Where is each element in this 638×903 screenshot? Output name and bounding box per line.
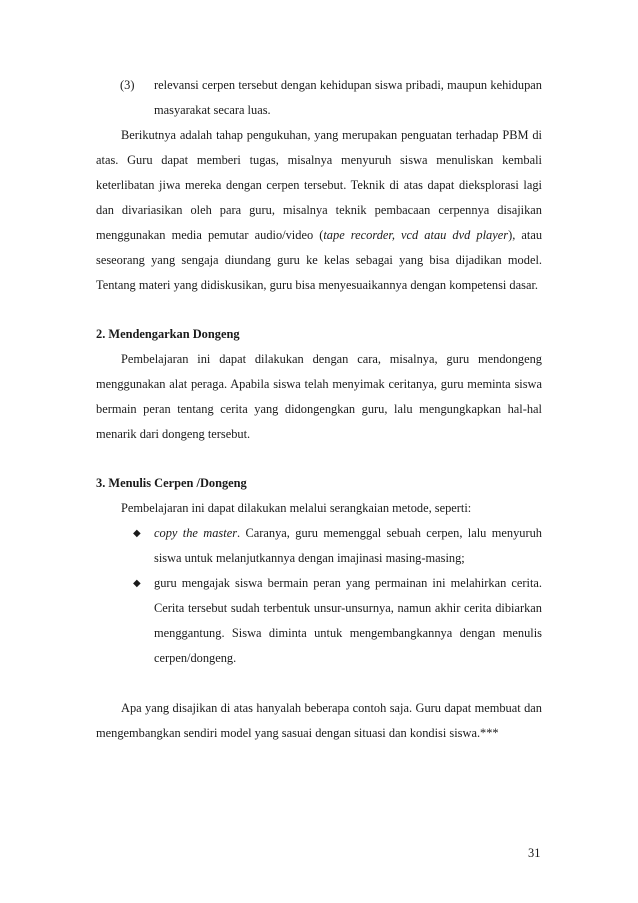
list-item-rest: . Caranya, guru memenggal sebuah cerpen, lalu menyuruh siswa untuk melanjutkannya dengan imajinasi masing-masing; (154, 526, 542, 565)
paragraph-pengukuhan (96, 123, 542, 298)
diamond-bullet-icon: ◆ (133, 578, 141, 589)
list-item-text (154, 521, 542, 571)
page-number: 31 (528, 846, 541, 860)
diamond-bullet-icon: ◆ (133, 528, 141, 539)
numbered-item-3 (96, 73, 542, 123)
closing-paragraph: Apa yang disajikan di atas hanyalah beberapa contoh saja. Guru dapat membuat dan mengembangkan sendiri model yang sasuai dengan situasi dan kondisi siswa.*** (96, 701, 542, 740)
list-item (96, 571, 542, 671)
list-item (96, 521, 542, 571)
method-list (96, 521, 542, 671)
paragraph-text-italic: tape recorder, vcd atau dvd player (323, 228, 509, 242)
list-item-text: guru mengajak siswa bermain peran yang permainan ini melahirkan cerita. Cerita tersebut sudah terbentuk unsur-unsurnya, namun akhir cerita dibiarkan menggantung. Siswa diminta untuk mengembangkannya dengan menulis cerpen/dongeng. (154, 576, 542, 665)
paragraph-text-pre: Berikutnya adalah tahap pengukuhan, yang merupakan penguatan terhadap PBM di atas. Guru dapat memberi tugas, misalnya menyuruh siswa menuliskan kembali keterlibatan jiwa mereka dengan cerpen tersebut. Teknik di atas dapat dieksplorasi lagi dan divariasikan oleh para guru, misalnya teknik pembacaan cerpennya disajikan menggunakan media pemutar audio/video ( (96, 128, 542, 242)
page-body (96, 73, 542, 746)
list-item-italic: copy the master (154, 526, 238, 540)
item-text: relevansi cerpen tersebut dengan kehidupan siswa pribadi, maupun kehidupan masyarakat secara luas. (154, 78, 542, 117)
section-3-intro: Pembelajaran ini dapat dilakukan melalui serangkaian metode, seperti: (121, 501, 472, 515)
section-heading-2: 2. Mendengarkan Dongeng (96, 327, 240, 341)
item-number: (3) (120, 78, 135, 92)
paragraph-text-post: ), atau seseorang yang sengaja diundang guru ke kelas sebagai yang bisa dijadikan model. Tentang materi yang didiskusikan, guru bisa menyesuaikannya dengan kompetensi dasar. (96, 228, 543, 292)
section-heading-3: 3. Menulis Cerpen /Dongeng (96, 476, 247, 490)
section-2-paragraph: Pembelajaran ini dapat dilakukan dengan cara, misalnya, guru mendongeng menggunakan alat peraga. Apabila siswa telah menyimak ceritanya, guru meminta siswa bermain peran tentang cerita yang didongengkan guru, lalu mengungkapkan hal-hal menarik dari dongeng tersebut. (96, 352, 542, 441)
